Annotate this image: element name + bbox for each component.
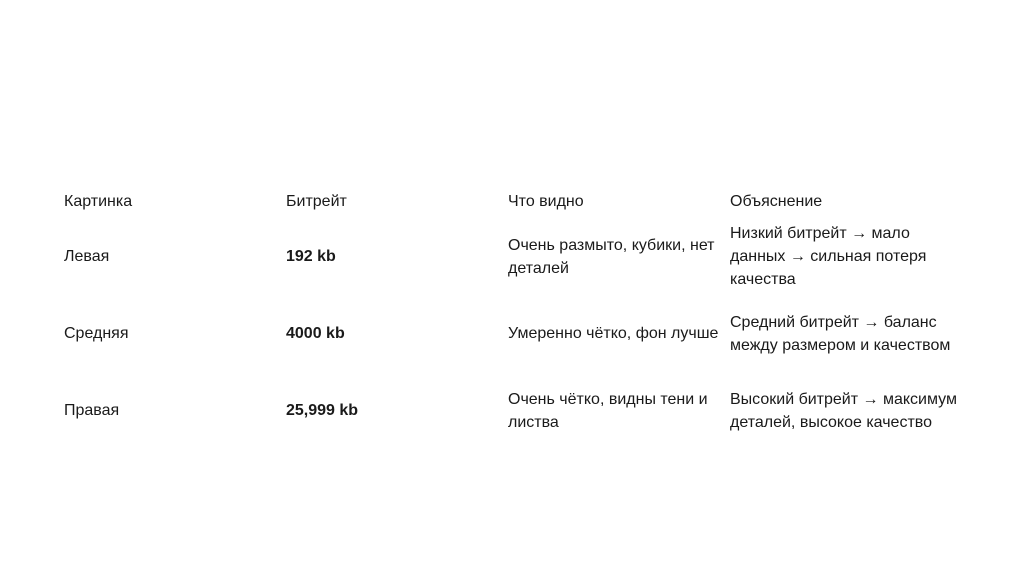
picture-cell: Средняя (64, 325, 129, 342)
header-explanation: Объяснение (730, 192, 823, 210)
header-visible: Что видно (508, 192, 584, 210)
explanation-cell: Низкий битрейт → мало данных → сильная потеря качества (730, 225, 927, 288)
bitrate-cell: 4000 kb (286, 325, 345, 342)
header-picture: Картинка (64, 192, 133, 210)
explanation-cell: Высокий битрейт → максимум деталей, высокое качество (730, 390, 957, 431)
header-row (60, 184, 960, 218)
bitrate-cell: 192 kb (286, 248, 336, 265)
table-row (60, 295, 960, 372)
visible-cell: Очень чётко, видны тени и листва (508, 390, 708, 431)
table-row (60, 218, 960, 295)
table-header (60, 184, 960, 218)
table-row (60, 372, 960, 449)
explanation-cell: Средний битрейт → баланс между размером и качеством (730, 313, 951, 354)
visible-cell: Умеренно чётко, фон лучше (508, 325, 719, 342)
picture-cell: Левая (64, 248, 110, 265)
bitrate-comparison-table (60, 184, 960, 449)
table-body (60, 218, 960, 449)
bitrate-cell: 25,999 kb (286, 402, 359, 419)
header-bitrate: Битрейт (286, 192, 347, 210)
picture-cell: Правая (64, 402, 120, 419)
visible-cell: Очень размыто, кубики, нет деталей (508, 236, 715, 277)
